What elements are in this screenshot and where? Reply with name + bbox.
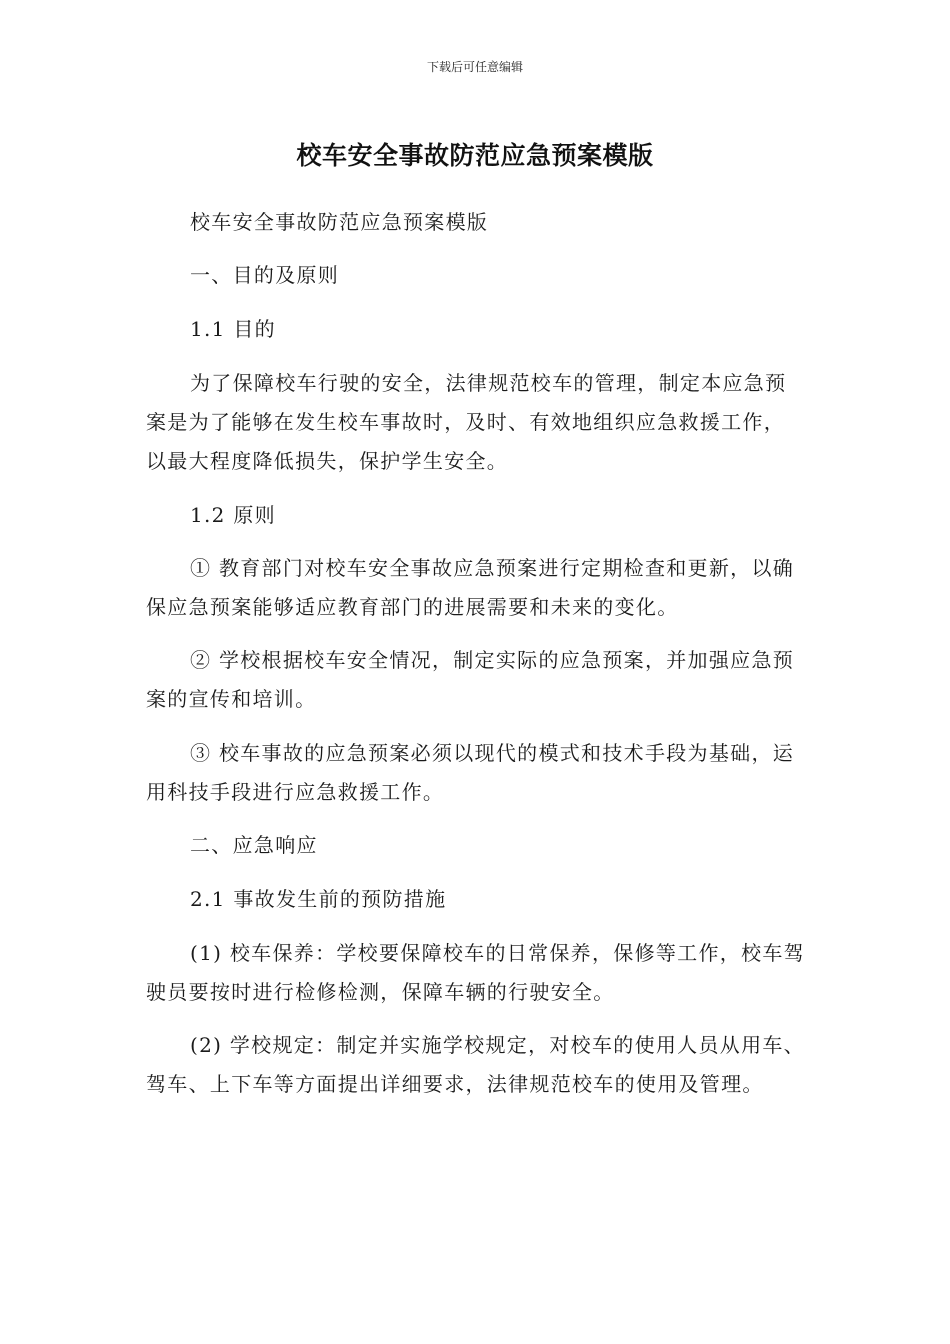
heading-1-1: 1.1 目的 [190, 317, 276, 341]
heading-2-1: 2.1 事故发生前的预防措施 [190, 887, 447, 911]
paragraph-purpose: 为了保障校车行驶的安全，法律规范校车的管理，制定本应急预案是为了能够在发生校车事故时，及时、有效地组织应急救援工作，以最大程度降低损失，保护学生安全。 [146, 371, 787, 473]
paragraph-principle-2: ② 学校根据校车安全情况，制定实际的应急预案，并加强应急预案的宣传和培训。 [146, 648, 795, 711]
header-note: 下载后可任意编辑 [426, 60, 523, 74]
heading-section-1: 一、目的及原则 [190, 263, 340, 287]
paragraph-principle-3: ③ 校车事故的应急预案必须以现代的模式和技术手段为基础，运用科技手段进行应急救援工作。 [146, 741, 795, 804]
paragraph-measure-1: (1) 校车保养：学校要保障校车的日常保养，保修等工作，校车驾驶员要按时进行检修检测，保障车辆的行驶安全。 [146, 941, 805, 1004]
heading-1-2: 1.2 原则 [190, 503, 276, 527]
paragraph-subtitle: 校车安全事故防范应急预案模版 [190, 210, 489, 234]
paragraph-principle-1: ① 教育部门对校车安全事故应急预案进行定期检查和更新，以确保应急预案能够适应教育部门的进展需要和未来的变化。 [146, 556, 795, 619]
document-title: 校车安全事故防范应急预案模版 [296, 141, 654, 170]
paragraph-measure-2: (2) 学校规定：制定并实施学校规定，对校车的使用人员从用车、驾车、上下车等方面提出详细要求，法律规范校车的使用及管理。 [146, 1033, 805, 1096]
heading-section-2: 二、应急响应 [190, 833, 318, 857]
